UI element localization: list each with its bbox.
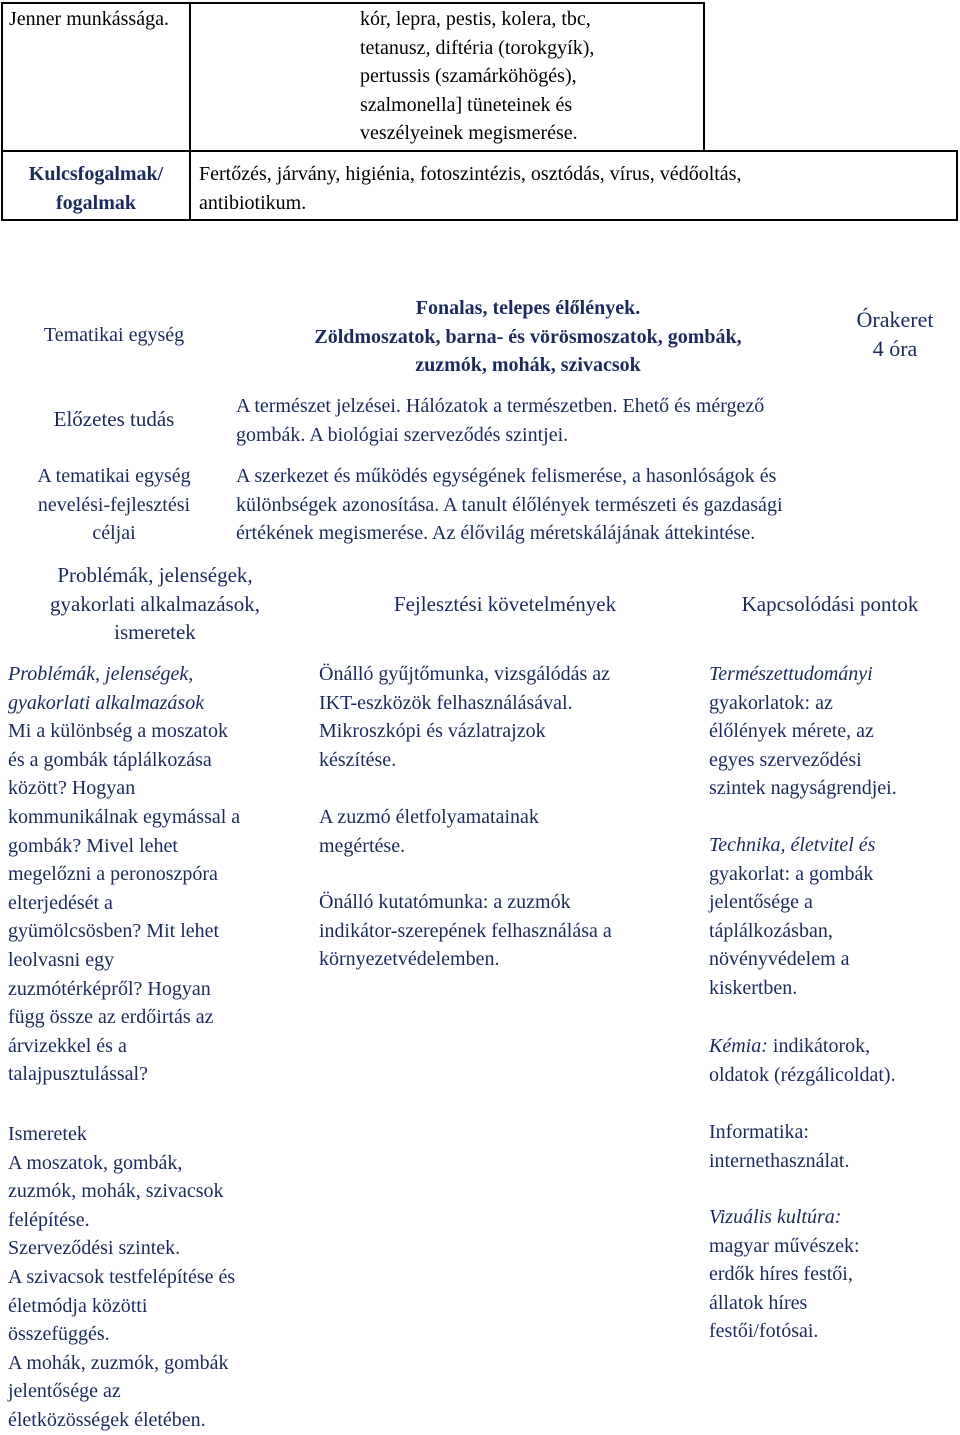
top-table-border-right-lower xyxy=(956,150,958,221)
text-line: fogalmak xyxy=(56,191,136,214)
requirement-line: megértése. xyxy=(319,834,406,857)
connection-title: Vizuális kultúra: xyxy=(709,1206,842,1228)
requirement-line: készítése. xyxy=(319,748,397,771)
connection-title: Kémia: xyxy=(709,1035,768,1057)
text-line: 4 óra xyxy=(872,335,918,361)
previous-row-left-cell: Jenner munkássága. xyxy=(9,8,169,30)
col3-block-2 xyxy=(709,831,875,1003)
connection-line: élőlények mérete, az xyxy=(709,720,874,743)
problem-line: gyümölcsösben? Mit lehet xyxy=(8,920,220,943)
knowledge-line: életmódja közötti xyxy=(8,1294,148,1317)
knowledge-heading: Ismeretek xyxy=(8,1123,87,1145)
connection-first-line xyxy=(709,1032,896,1061)
connection-line: állatok híres xyxy=(709,1291,808,1314)
col3-header: Kapcsolódási pontok xyxy=(741,592,919,616)
text-line: Zöldmoszatok, barna- és vörösmoszatok, gombák, xyxy=(314,325,742,348)
text-line: tetanusz, diftéria (torokgyík), xyxy=(360,36,595,59)
problem-line: Mi a különbség a moszatok xyxy=(8,720,228,743)
connection-title: Természettudományi xyxy=(709,663,873,685)
connection-line: internethasználat. xyxy=(709,1149,850,1172)
col2-content xyxy=(319,660,610,774)
text-line: Problémák, jelenségek, xyxy=(57,563,253,587)
connection-line: magyar művészek: xyxy=(709,1234,860,1257)
hours-label xyxy=(830,306,960,363)
text-line: gombák. A biológiai szerveződés szintjei. xyxy=(236,423,569,446)
knowledge-line: jelentősége az xyxy=(8,1380,121,1403)
requirement-line: Önálló kutatómunka: a zuzmók xyxy=(319,891,571,913)
text-line: nevelési-fejlesztési xyxy=(37,493,191,516)
text-line: A szerkezet és működés egységének felismerése, a hasonlóságok és xyxy=(236,465,777,487)
knowledge-line: A mohák, zuzmók, gombák xyxy=(8,1351,229,1374)
knowledge-line: Szerveződési szintek. xyxy=(8,1237,181,1260)
requirement-line: környezetvédelemben. xyxy=(319,948,500,971)
text-line: gyakorlati alkalmazások, xyxy=(50,591,260,616)
text-line: céljai xyxy=(92,522,136,545)
text-line: szalmonella] tüneteinek és xyxy=(360,93,573,116)
previous-row-right-cell xyxy=(360,5,594,148)
problem-line: gombák? Mivel lehet xyxy=(8,834,178,857)
top-table-border-top xyxy=(1,2,705,4)
connection-title: Technika, életvitel és xyxy=(709,834,876,856)
top-table-border-mid xyxy=(1,150,958,152)
knowledge-line: A szivacsok testfelépítése és xyxy=(8,1265,236,1288)
goals-label xyxy=(0,462,228,548)
requirement-line: IKT-eszközök felhasználásával. xyxy=(319,691,573,714)
problem-line: talajpusztulással? xyxy=(8,1063,148,1086)
requirement-line: Önálló gyűjtőmunka, vizsgálódás az xyxy=(319,663,611,685)
top-table-border-right-upper xyxy=(703,2,705,152)
col3-block-5 xyxy=(709,1203,860,1346)
text-line: kór, lepra, pestis, kolera, tbc, xyxy=(360,8,591,30)
top-table-divider xyxy=(189,2,191,221)
problems-heading-line: gyakorlati alkalmazások xyxy=(8,691,205,714)
connection-line: festői/fotósai. xyxy=(709,1320,819,1343)
text-line: antibiotikum. xyxy=(199,191,307,214)
text-line: ismeretek xyxy=(114,620,196,645)
knowledge-line: életközösségek életében. xyxy=(8,1408,206,1431)
problem-line: függ össze az erdőirtás az xyxy=(8,1006,214,1029)
connection-line: jelentősége a xyxy=(709,891,813,914)
knowledge-line: összefüggés. xyxy=(8,1323,110,1346)
problem-line: árvizekkel és a xyxy=(8,1034,127,1057)
text-line: értékének megismerése. Az élővilág méretskálájának áttekintése. xyxy=(236,522,756,545)
text-line: A természet jelzései. Hálózatok a természetben. Ehető és mérgező xyxy=(236,395,765,417)
connection-line: egyes szerveződési xyxy=(709,748,862,771)
col2-header: Fejlesztési követelmények xyxy=(393,592,617,616)
col1-content xyxy=(8,660,240,1089)
knowledge-line: felépítése. xyxy=(8,1208,90,1231)
connection-line: gyakorlatok: az xyxy=(709,691,833,714)
top-table-border-bottom xyxy=(1,219,958,221)
prior-knowledge-value xyxy=(236,392,764,449)
knowledge-line: A moszatok, gombák, xyxy=(8,1151,183,1174)
problem-line: leolvasni egy xyxy=(8,948,115,971)
problem-line: zuzmótérképről? Hogyan xyxy=(8,977,211,1000)
problem-line: és a gombák táplálkozása xyxy=(8,748,212,771)
col2-paragraph-3 xyxy=(319,888,612,974)
col3-block-4 xyxy=(709,1118,850,1175)
text-line: A tematikai egység xyxy=(37,465,191,487)
problem-line: elterjedését a xyxy=(8,891,113,914)
col2-paragraph-2 xyxy=(319,803,539,860)
col3-block-3 xyxy=(709,1032,896,1089)
connection-line: erdők híres festői, xyxy=(709,1263,853,1286)
unit-title xyxy=(228,294,828,380)
connection-line: táplálkozásban, xyxy=(709,919,833,942)
problems-heading-line: Problémák, jelenségek, xyxy=(8,663,194,685)
prior-knowledge-label: Előzetes tudás xyxy=(53,407,175,431)
unit-label: Tematikai egység xyxy=(43,324,185,346)
text-line: veszélyeinek megismerése. xyxy=(360,122,578,145)
requirement-line: A zuzmó életfolyamatainak xyxy=(319,806,539,828)
requirement-line: indikátor-szerepének felhasználása a xyxy=(319,919,612,942)
connection-text: indikátorok, xyxy=(767,1035,871,1057)
col1-header xyxy=(0,561,310,647)
key-concepts-value xyxy=(199,160,741,217)
text-line: különbségek azonosítása. A tanult élőlények természeti és gazdasági xyxy=(236,493,783,516)
text-line: Fertőzés, járvány, higiénia, fotoszintézis, osztódás, vírus, védőoltás, xyxy=(199,163,742,185)
text-line: Órakeret xyxy=(856,307,934,332)
key-concepts-label xyxy=(3,160,189,217)
col1-knowledge xyxy=(8,1120,235,1435)
text-line: pertussis (szamárköhögés), xyxy=(360,65,577,88)
problem-line: megelőzni a peronoszpóra xyxy=(8,863,218,886)
connection-line: Informatika: xyxy=(709,1121,809,1143)
connection-line: szintek nagyságrendjei. xyxy=(709,777,897,800)
knowledge-line: zuzmók, mohák, szivacsok xyxy=(8,1180,224,1203)
goals-value xyxy=(236,462,783,548)
connection-line: gyakorlat: a gombák xyxy=(709,862,874,885)
connection-line: kiskertben. xyxy=(709,976,798,999)
problem-line: kommunikálnak egymással a xyxy=(8,805,241,828)
text-line: Fonalas, telepes élőlények. xyxy=(415,297,641,319)
col3-block-1 xyxy=(709,660,897,803)
connection-line: oldatok (rézgálicoldat). xyxy=(709,1063,896,1086)
text-line: Kulcsfogalmak/ xyxy=(28,163,164,185)
problem-line: között? Hogyan xyxy=(8,777,136,800)
text-line: zuzmók, mohák, szivacsok xyxy=(415,354,641,377)
requirement-line: Mikroszkópi és vázlatrajzok xyxy=(319,720,546,743)
connection-line: növényvédelem a xyxy=(709,948,850,971)
